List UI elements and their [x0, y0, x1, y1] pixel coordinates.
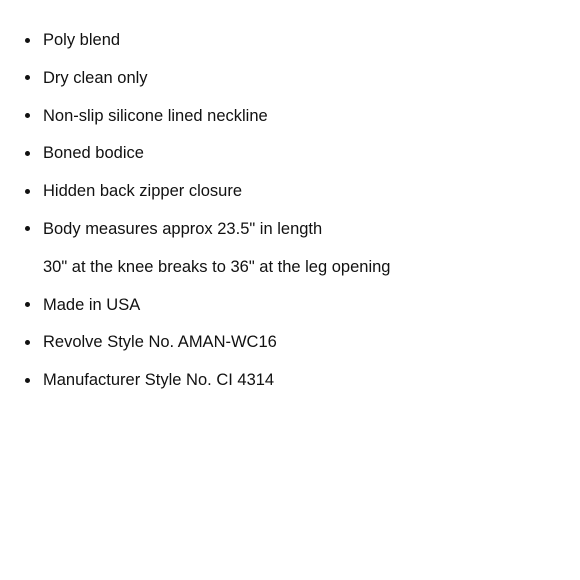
- bullet-icon: [25, 75, 30, 80]
- feature-text: Made in USA: [43, 295, 141, 314]
- feature-text: Revolve Style No. AMAN-WC16: [43, 333, 277, 352]
- bullet-icon: [25, 226, 30, 231]
- bullet-icon: [25, 113, 30, 118]
- list-item: [0, 329, 580, 367]
- feature-text: Manufacturer Style No. CI 4314: [43, 371, 275, 390]
- product-features-list: [0, 27, 580, 405]
- feature-text: Hidden back zipper closure: [43, 182, 243, 201]
- bullet-icon: [25, 189, 30, 194]
- bullet-icon: [25, 302, 30, 307]
- bullet-icon: [25, 151, 30, 156]
- list-item-continuation: [0, 254, 580, 292]
- feature-text: 30" at the knee breaks to 36" at the leg opening: [43, 257, 391, 276]
- feature-text: Body measures approx 23.5" in length: [43, 219, 323, 238]
- bullet-icon: [25, 378, 30, 383]
- feature-text: Dry clean only: [43, 68, 148, 87]
- list-item: [0, 216, 580, 254]
- list-item: [0, 178, 580, 216]
- list-item: [0, 65, 580, 103]
- feature-text: Boned bodice: [43, 144, 144, 163]
- list-item: [0, 140, 580, 178]
- list-item: [0, 367, 580, 405]
- bullet-icon: [25, 340, 30, 345]
- list-item: [0, 292, 580, 330]
- list-item: [0, 103, 580, 141]
- bullet-icon: [25, 38, 30, 43]
- feature-text: Non-slip silicone lined neckline: [43, 106, 268, 125]
- list-item: [0, 27, 580, 65]
- feature-text: Poly blend: [43, 31, 121, 49]
